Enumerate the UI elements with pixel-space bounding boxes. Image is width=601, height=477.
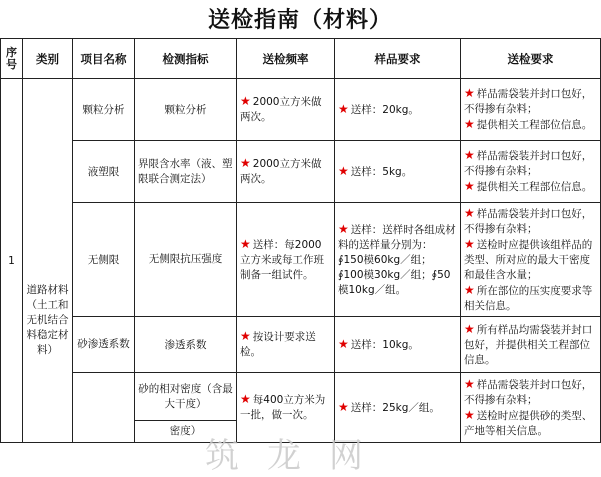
star-icon: ★ xyxy=(464,179,475,193)
header-sample: 样品要求 xyxy=(335,39,461,79)
star-icon: ★ xyxy=(338,101,349,116)
frequency-cell xyxy=(237,317,335,373)
star-icon: ★ xyxy=(464,86,475,100)
item-cell xyxy=(73,373,135,443)
frequency-text: 2000立方米做两次。 xyxy=(240,96,322,123)
header-seq: 序号 xyxy=(1,39,23,79)
star-icon: ★ xyxy=(464,376,475,391)
frequency-cell xyxy=(237,79,335,141)
page-title: 送检指南（材料） xyxy=(207,7,392,33)
index-cell: 砂的相对密度（含最大干度） xyxy=(135,373,237,421)
frequency-cell xyxy=(237,203,335,317)
requirement-cell xyxy=(461,203,601,317)
star-icon: ★ xyxy=(240,236,251,251)
header-frequency: 送检频率 xyxy=(237,39,335,79)
item-cell: 颗粒分析 xyxy=(73,79,135,141)
sample-text: 送样：5kg。 xyxy=(350,165,413,178)
requirement-line: ★ 样品需袋装并封口包好，不得掺有杂料； xyxy=(464,86,593,115)
sample-text: 送样：送样时各组成材料的送样量分别为：∮150模60kg／组；∮100模30kg／组；∮50模10kg／组。 xyxy=(338,223,456,296)
requirement-cell xyxy=(461,141,601,203)
star-icon: ★ xyxy=(464,407,475,422)
star-icon: ★ xyxy=(240,94,251,108)
requirement-line: ★ 提供相关工程部位信息。 xyxy=(464,179,593,193)
frequency-text: 每400立方米为一批，做一次。 xyxy=(240,394,326,421)
requirement-cell xyxy=(461,79,601,141)
star-icon: ★ xyxy=(464,282,475,297)
frequency-text: 按设计要求送检。 xyxy=(240,331,316,358)
index-cell: 界限含水率（液、塑限联合测定法） xyxy=(135,141,237,203)
index-cell: 无侧限抗压强度 xyxy=(135,203,237,317)
index-cell: 颗粒分析 xyxy=(135,79,237,141)
watermark: 筑龙网 xyxy=(205,436,391,476)
index-cell: 密度） xyxy=(135,421,237,443)
header-index: 检测指标 xyxy=(135,39,237,79)
requirement-line: ★ 样品需袋装并封口包好，不得掺有杂料； xyxy=(464,205,593,235)
star-icon: ★ xyxy=(464,236,475,251)
star-icon: ★ xyxy=(240,156,251,170)
requirement-cell xyxy=(461,317,601,373)
header-category: 类别 xyxy=(23,39,73,79)
item-cell: 无侧限 xyxy=(73,203,135,317)
sample-cell xyxy=(335,141,461,203)
requirement-cell xyxy=(461,373,601,443)
requirement-line: ★ 送检时应提供该组样品的类型、所对应的最大干密度和最佳含水量； xyxy=(464,236,593,281)
header-item: 项目名称 xyxy=(73,39,135,79)
star-icon: ★ xyxy=(338,221,349,236)
star-icon: ★ xyxy=(464,148,475,162)
requirement-line: ★ 所有样品均需袋装并封口包好，并提供相关工程部位信息。 xyxy=(464,321,593,366)
sample-cell xyxy=(335,79,461,141)
star-icon: ★ xyxy=(240,392,251,406)
seq-cell: 1 xyxy=(1,79,23,443)
index-cell: 渗透系数 xyxy=(135,317,237,373)
header-requirement: 送检要求 xyxy=(461,39,601,79)
item-cell: 砂渗透系数 xyxy=(73,317,135,373)
requirement-line: ★ 样品需袋装并封口包好，不得掺有杂料； xyxy=(464,376,593,406)
sample-cell xyxy=(335,317,461,373)
requirement-line: ★ 提供相关工程部位信息。 xyxy=(464,117,593,131)
frequency-text: 送样：每2000立方米或每工作班制备一组试件。 xyxy=(240,238,324,281)
sample-cell xyxy=(335,203,461,317)
requirement-line: ★ 所在部位的压实度要求等相关信息。 xyxy=(464,282,593,312)
header-row xyxy=(1,39,601,79)
guide-table xyxy=(0,38,601,443)
sample-text: 送样：25kg／组。 xyxy=(350,401,440,414)
table-row xyxy=(1,373,601,421)
table-row xyxy=(1,79,601,141)
frequency-cell xyxy=(237,141,335,203)
table-row xyxy=(1,141,601,203)
requirement-line: ★ 送检时应提供砂的类型、产地等相关信息。 xyxy=(464,407,593,437)
frequency-text: 2000立方米做两次。 xyxy=(240,158,322,185)
category-cell: 道路材料（土工和无机结合料稳定材料） xyxy=(23,79,73,443)
item-cell: 液塑限 xyxy=(73,141,135,203)
star-icon: ★ xyxy=(464,117,475,131)
star-icon: ★ xyxy=(338,336,349,351)
star-icon: ★ xyxy=(338,399,349,414)
star-icon: ★ xyxy=(464,205,475,220)
sample-text: 送样：10kg。 xyxy=(350,338,419,351)
requirement-line: ★ 样品需袋装并封口包好，不得掺有杂料； xyxy=(464,148,593,177)
star-icon: ★ xyxy=(240,329,251,343)
table-row xyxy=(1,317,601,373)
table-row xyxy=(1,203,601,317)
star-icon: ★ xyxy=(338,163,349,178)
sample-text: 送样：20kg。 xyxy=(350,103,419,116)
star-icon: ★ xyxy=(464,321,475,336)
